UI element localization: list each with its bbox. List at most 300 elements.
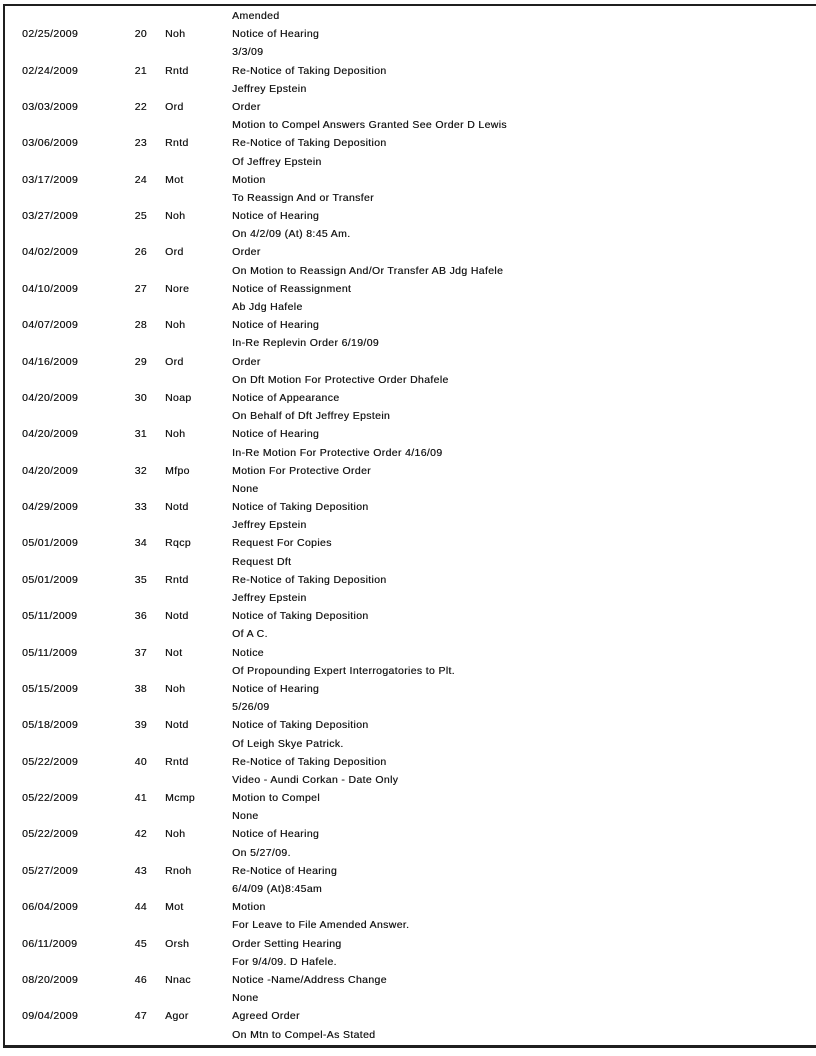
entry-date-empty xyxy=(22,916,115,934)
entry-number: 22 xyxy=(134,100,147,113)
entry-description-line1: Motion xyxy=(232,901,266,914)
entry-number-empty xyxy=(115,880,147,898)
entry-date: 06/11/2009 xyxy=(22,937,78,950)
entry-main-line xyxy=(22,644,816,662)
entry-main-line xyxy=(22,207,816,225)
entry-description-line2: In-Re Replevin Order 6/19/09 xyxy=(232,337,379,350)
entry-number-empty xyxy=(115,189,147,207)
entry-number-empty xyxy=(115,7,147,25)
entry-main-line xyxy=(22,971,816,989)
entry-number-empty xyxy=(115,1026,147,1044)
entry-number: 32 xyxy=(134,464,147,477)
entry-code: Noh xyxy=(165,319,186,332)
entry-main-line xyxy=(22,98,816,116)
entry-description-line1: Notice xyxy=(232,646,264,659)
entry-main-line xyxy=(22,680,816,698)
entry-date: 09/04/2009 xyxy=(22,1010,79,1023)
entry-detail-line xyxy=(22,771,816,789)
entry-description-line1: Notice of Taking Deposition xyxy=(232,719,369,732)
entry-code: Agor xyxy=(165,1010,189,1023)
entry-code: Mcmp xyxy=(165,792,195,805)
entry-date-empty xyxy=(22,844,115,862)
entry-detail-line xyxy=(22,262,816,280)
entry-number: 36 xyxy=(134,610,147,623)
entry-date-empty xyxy=(22,953,115,971)
entry-code: Noap xyxy=(165,391,192,404)
entry-description-line1: Notice of Hearing xyxy=(232,682,320,695)
entry-description-line2: Jeffrey Epstein xyxy=(232,519,307,532)
entry-description-line2: Of Leigh Skye Patrick. xyxy=(232,737,344,750)
entry-detail-line xyxy=(22,589,816,607)
entry-description-line1: Order xyxy=(232,246,261,259)
entry-code-empty xyxy=(147,989,232,1007)
docket-entry xyxy=(22,862,816,898)
entry-code: Noh xyxy=(165,28,186,41)
docket-entry xyxy=(22,971,816,1007)
entry-code: Rntd xyxy=(165,137,189,150)
entry-detail-line xyxy=(22,553,816,571)
entry-description-line2: On Mtn to Compel-As Stated xyxy=(232,1028,376,1041)
entry-detail-line xyxy=(22,844,816,862)
docket-entry xyxy=(22,789,816,825)
entry-number: 45 xyxy=(134,937,147,950)
docket-entry xyxy=(22,171,816,207)
entry-detail-line xyxy=(22,516,816,534)
docket-entry xyxy=(22,243,816,279)
docket-entry xyxy=(22,825,816,861)
entry-main-line xyxy=(22,607,816,625)
entry-description-line2: None xyxy=(232,810,259,823)
entry-description-line2: On 5/27/09. xyxy=(232,846,291,859)
entry-description-line2: Amended xyxy=(232,10,280,22)
entry-code: Rntd xyxy=(165,64,189,77)
entry-number: 21 xyxy=(134,64,147,77)
entry-detail-line xyxy=(22,43,816,61)
entry-date-empty xyxy=(22,516,115,534)
entry-code: Noh xyxy=(165,828,186,841)
entry-main-line xyxy=(22,316,816,334)
entry-code-empty xyxy=(147,7,232,25)
docket-entry xyxy=(22,644,816,680)
entry-description-line1: Order Setting Hearing xyxy=(232,937,342,950)
entry-main-line xyxy=(22,25,816,43)
docket-entry xyxy=(22,316,816,352)
entry-detail-line xyxy=(22,407,816,425)
entry-date-empty xyxy=(22,1026,115,1044)
entry-date: 04/20/2009 xyxy=(22,391,79,404)
entry-code-empty xyxy=(147,844,232,862)
entry-number: 27 xyxy=(134,282,147,295)
entry-number-empty xyxy=(115,225,147,243)
entry-code-empty xyxy=(147,916,232,934)
entry-code-empty xyxy=(147,625,232,643)
entry-code: Not xyxy=(165,646,183,659)
entry-code-empty xyxy=(147,80,232,98)
docket-entry xyxy=(22,389,816,425)
carryover-line xyxy=(22,7,816,25)
entry-number-empty xyxy=(115,262,147,280)
entry-detail-line xyxy=(22,116,816,134)
entry-code-empty xyxy=(147,1026,232,1044)
entry-code: Notd xyxy=(165,719,189,732)
entry-description-line1: Notice of Appearance xyxy=(232,391,340,404)
entry-main-line xyxy=(22,898,816,916)
entry-detail-line xyxy=(22,1026,816,1044)
entry-date: 05/15/2009 xyxy=(22,682,79,695)
entry-code-empty xyxy=(147,662,232,680)
entry-description-line2: To Reassign And or Transfer xyxy=(232,191,374,204)
entry-description-line2: On Dft Motion For Protective Order Dhafele xyxy=(232,373,449,386)
entry-date-empty xyxy=(22,880,115,898)
entry-main-line xyxy=(22,862,816,880)
entry-date: 02/24/2009 xyxy=(22,64,79,77)
entry-description-line1: Order xyxy=(232,100,261,113)
entry-number: 25 xyxy=(134,210,147,223)
entry-description-line1: Notice of Hearing xyxy=(232,828,320,841)
entry-date-empty xyxy=(22,189,115,207)
entry-date-empty xyxy=(22,7,115,25)
entry-number-empty xyxy=(115,298,147,316)
entry-description-line1: Notice of Hearing xyxy=(232,28,320,41)
entry-number-empty xyxy=(115,916,147,934)
entry-date: 05/22/2009 xyxy=(22,792,79,805)
entry-detail-line xyxy=(22,334,816,352)
entry-date-empty xyxy=(22,698,115,716)
entry-number: 29 xyxy=(134,355,147,368)
entry-main-line xyxy=(22,353,816,371)
entry-description-line2: Motion to Compel Answers Granted See Order D Lewis xyxy=(232,119,507,132)
entry-description-line2: Of Jeffrey Epstein xyxy=(232,155,322,168)
entry-description-line1: Notice of Hearing xyxy=(232,319,320,332)
entry-date: 05/11/2009 xyxy=(22,646,78,659)
entry-number: 42 xyxy=(134,828,147,841)
entry-number: 39 xyxy=(134,719,147,732)
entry-description-line2: On 4/2/09 (At) 8:45 Am. xyxy=(232,228,351,241)
entry-date: 04/29/2009 xyxy=(22,501,79,514)
entry-number: 33 xyxy=(134,501,147,514)
entry-date: 03/17/2009 xyxy=(22,173,79,186)
entry-code: Noh xyxy=(165,210,186,223)
entry-number: 41 xyxy=(134,792,147,805)
entry-description-line2: On Behalf of Dft Jeffrey Epstein xyxy=(232,410,391,423)
entry-main-line xyxy=(22,753,816,771)
entry-description-line1: Notice of Reassignment xyxy=(232,282,352,295)
entry-number: 20 xyxy=(134,28,147,41)
docket-entry xyxy=(22,935,816,971)
entry-number-empty xyxy=(115,698,147,716)
entry-detail-line xyxy=(22,189,816,207)
docket-entry xyxy=(22,134,816,170)
entry-code-empty xyxy=(147,43,232,61)
entry-date-empty xyxy=(22,989,115,1007)
entry-detail-line xyxy=(22,953,816,971)
entry-number: 38 xyxy=(134,682,147,695)
entry-date-empty xyxy=(22,153,115,171)
entry-code-empty xyxy=(147,371,232,389)
entry-code-empty xyxy=(147,735,232,753)
entry-description-line1: Notice -Name/Address Change xyxy=(232,973,387,986)
entry-main-line xyxy=(22,498,816,516)
entry-date: 04/20/2009 xyxy=(22,464,79,477)
entry-date: 04/02/2009 xyxy=(22,246,79,259)
entry-date: 08/20/2009 xyxy=(22,973,79,986)
entry-code: Mot xyxy=(165,173,184,186)
entry-date: 04/07/2009 xyxy=(22,319,79,332)
entry-description-line2: On Motion to Reassign And/Or Transfer AB Jdg Hafele xyxy=(232,264,504,277)
entry-code: Rntd xyxy=(165,755,189,768)
entry-date-empty xyxy=(22,80,115,98)
entry-date-empty xyxy=(22,735,115,753)
entry-number: 35 xyxy=(134,573,147,586)
docket-entry xyxy=(22,425,816,461)
entry-number: 43 xyxy=(134,864,147,877)
entry-number-empty xyxy=(115,807,147,825)
entry-number: 26 xyxy=(134,246,147,259)
entry-description-line1: Re-Notice of Taking Deposition xyxy=(232,64,387,77)
entry-code: Nnac xyxy=(165,973,191,986)
entry-number-empty xyxy=(115,953,147,971)
entry-date-empty xyxy=(22,625,115,643)
entry-date-empty xyxy=(22,334,115,352)
entry-description-line2: Jeffrey Epstein xyxy=(232,592,307,604)
docket-entry xyxy=(22,607,816,643)
entry-detail-line xyxy=(22,735,816,753)
docket-entry xyxy=(22,498,816,534)
docket-entry xyxy=(22,207,816,243)
entry-date: 03/27/2009 xyxy=(22,210,79,223)
entry-code-empty xyxy=(147,407,232,425)
entry-main-line xyxy=(22,1007,816,1025)
entry-description-line1: Re-Notice of Taking Deposition xyxy=(232,755,387,768)
entry-detail-line xyxy=(22,444,816,462)
entry-number-empty xyxy=(115,407,147,425)
entry-detail-line xyxy=(22,80,816,98)
entry-date: 05/11/2009 xyxy=(22,610,78,623)
entry-date: 05/22/2009 xyxy=(22,828,79,841)
docket-entry xyxy=(22,1007,816,1043)
entry-description-line2: For Leave to File Amended Answer. xyxy=(232,919,410,932)
entry-date: 03/03/2009 xyxy=(22,100,79,113)
entry-detail-line xyxy=(22,662,816,680)
entry-code-empty xyxy=(147,516,232,534)
entry-date-empty xyxy=(22,262,115,280)
entry-code: Noh xyxy=(165,682,186,695)
entry-code: Ord xyxy=(165,100,184,113)
entry-code: Ord xyxy=(165,246,184,259)
entry-detail-line xyxy=(22,153,816,171)
entry-description-line2: Of Propounding Expert Interrogatories to Plt. xyxy=(232,664,455,677)
entry-code-empty xyxy=(147,553,232,571)
docket-entry xyxy=(22,753,816,789)
entry-code-empty xyxy=(147,189,232,207)
entry-code: Orsh xyxy=(165,937,190,950)
entry-description-line2: Request Dft xyxy=(232,555,292,568)
entry-main-line xyxy=(22,389,816,407)
entry-description-line2: 3/3/09 xyxy=(232,46,264,59)
entry-detail-line xyxy=(22,916,816,934)
entry-detail-line xyxy=(22,698,816,716)
entry-number: 34 xyxy=(134,537,147,550)
entry-description-line2: 5/26/09 xyxy=(232,701,270,714)
entry-number: 24 xyxy=(134,173,147,186)
docket-entry xyxy=(22,716,816,752)
entry-description-line1: Agreed Order xyxy=(232,1010,300,1023)
entry-code-empty xyxy=(147,153,232,171)
entry-date-empty xyxy=(22,553,115,571)
entry-code: Notd xyxy=(165,501,189,514)
entry-number-empty xyxy=(115,444,147,462)
docket-entry xyxy=(22,62,816,98)
entry-main-line xyxy=(22,825,816,843)
entry-number-empty xyxy=(115,844,147,862)
entry-description-line1: Motion xyxy=(232,173,266,186)
entry-number-empty xyxy=(115,334,147,352)
entry-main-line xyxy=(22,62,816,80)
entry-code-empty xyxy=(147,698,232,716)
entry-detail-line xyxy=(22,880,816,898)
entry-date-empty xyxy=(22,407,115,425)
entry-date: 04/10/2009 xyxy=(22,282,79,295)
entry-date-empty xyxy=(22,371,115,389)
entry-code-empty xyxy=(147,334,232,352)
entry-date-empty xyxy=(22,444,115,462)
entry-number-empty xyxy=(115,371,147,389)
entry-code-empty xyxy=(147,953,232,971)
entry-description-line2: 6/4/09 (At)8:45am xyxy=(232,883,322,895)
entry-number-empty xyxy=(115,480,147,498)
entry-date-empty xyxy=(22,662,115,680)
entry-code: Rnoh xyxy=(165,864,192,877)
entry-date-empty xyxy=(22,589,115,607)
entry-code-empty xyxy=(147,807,232,825)
entry-code-empty xyxy=(147,589,232,607)
entry-date-empty xyxy=(22,480,115,498)
entry-date: 05/22/2009 xyxy=(22,755,79,768)
entry-number-empty xyxy=(115,116,147,134)
entry-code-empty xyxy=(147,225,232,243)
docket-entry xyxy=(22,462,816,498)
entry-description-line1: Motion For Protective Order xyxy=(232,464,371,477)
entry-number-empty xyxy=(115,589,147,607)
entry-code: Rqcp xyxy=(165,537,191,550)
entry-main-line xyxy=(22,716,816,734)
docket-page-border xyxy=(3,4,816,1048)
entry-main-line xyxy=(22,935,816,953)
entry-date: 02/25/2009 xyxy=(22,28,79,41)
entry-number-empty xyxy=(115,43,147,61)
entry-code: Mot xyxy=(165,901,184,914)
docket-entry xyxy=(22,353,816,389)
entry-number-empty xyxy=(115,80,147,98)
entry-number-empty xyxy=(115,553,147,571)
entry-description-line2: None xyxy=(232,482,259,495)
entry-number: 31 xyxy=(134,428,147,441)
entry-number: 37 xyxy=(134,646,147,659)
entry-code: Ord xyxy=(165,355,184,368)
entry-code-empty xyxy=(147,116,232,134)
entry-detail-line xyxy=(22,371,816,389)
entry-description-line1: Re-Notice of Hearing xyxy=(232,864,338,877)
entry-code-empty xyxy=(147,880,232,898)
entry-date: 03/06/2009 xyxy=(22,137,79,150)
entry-description-line1: Notice of Hearing xyxy=(232,210,320,223)
entry-description-line2: Of A C. xyxy=(232,628,268,641)
entry-main-line xyxy=(22,134,816,152)
entry-date-empty xyxy=(22,225,115,243)
entry-number: 47 xyxy=(134,1010,147,1023)
docket-entry-list xyxy=(22,25,816,1044)
entry-number: 28 xyxy=(134,319,147,332)
entry-number: 44 xyxy=(134,901,147,914)
entry-code-empty xyxy=(147,262,232,280)
entry-number-empty xyxy=(115,153,147,171)
entry-main-line xyxy=(22,534,816,552)
docket-entry xyxy=(22,280,816,316)
entry-main-line xyxy=(22,462,816,480)
entry-number-empty xyxy=(115,989,147,1007)
entry-main-line xyxy=(22,571,816,589)
entry-date: 05/01/2009 xyxy=(22,573,79,586)
entry-date: 06/04/2009 xyxy=(22,901,79,914)
entry-date-empty xyxy=(22,771,115,789)
docket-entry xyxy=(22,680,816,716)
entry-detail-line xyxy=(22,989,816,1007)
entry-description-line2: Video - Aundi Corkan - Date Only xyxy=(232,773,399,786)
entry-description-line1: Re-Notice of Taking Deposition xyxy=(232,137,387,150)
entry-detail-line xyxy=(22,625,816,643)
entry-number-empty xyxy=(115,516,147,534)
entry-description-line2: None xyxy=(232,992,259,1005)
entry-number-empty xyxy=(115,735,147,753)
entry-date: 04/20/2009 xyxy=(22,428,79,441)
entry-code: Noh xyxy=(165,428,186,441)
entry-date-empty xyxy=(22,807,115,825)
entry-code-empty xyxy=(147,298,232,316)
entry-description-line1: Notice of Taking Deposition xyxy=(232,610,369,623)
entry-main-line xyxy=(22,789,816,807)
entry-date-empty xyxy=(22,43,115,61)
entry-main-line xyxy=(22,171,816,189)
entry-detail-line xyxy=(22,225,816,243)
docket-entry xyxy=(22,98,816,134)
entry-date: 04/16/2009 xyxy=(22,355,79,368)
entry-number-empty xyxy=(115,625,147,643)
entry-date: 05/01/2009 xyxy=(22,537,79,550)
docket-entry xyxy=(22,25,816,61)
entry-detail-line xyxy=(22,480,816,498)
entry-code-empty xyxy=(147,444,232,462)
entry-description-line1: Order xyxy=(232,355,261,368)
entry-main-line xyxy=(22,243,816,261)
entry-number: 46 xyxy=(134,973,147,986)
entry-number: 30 xyxy=(134,391,147,404)
docket-entry xyxy=(22,534,816,570)
entry-code-empty xyxy=(147,771,232,789)
entry-description-line1: Notice of Hearing xyxy=(232,428,320,441)
entry-number-empty xyxy=(115,662,147,680)
entry-description-line2: Ab Jdg Hafele xyxy=(232,301,303,313)
entry-description-line1: Motion to Compel xyxy=(232,792,320,805)
docket-entry xyxy=(22,571,816,607)
entry-number-empty xyxy=(115,771,147,789)
docket-entry xyxy=(22,898,816,934)
entry-detail-line xyxy=(22,807,816,825)
entry-description-line2: For 9/4/09. D Hafele. xyxy=(232,955,337,968)
entry-date: 05/27/2009 xyxy=(22,864,79,877)
entry-code: Nore xyxy=(165,282,190,295)
entry-date-empty xyxy=(22,116,115,134)
entry-code: Rntd xyxy=(165,573,189,586)
